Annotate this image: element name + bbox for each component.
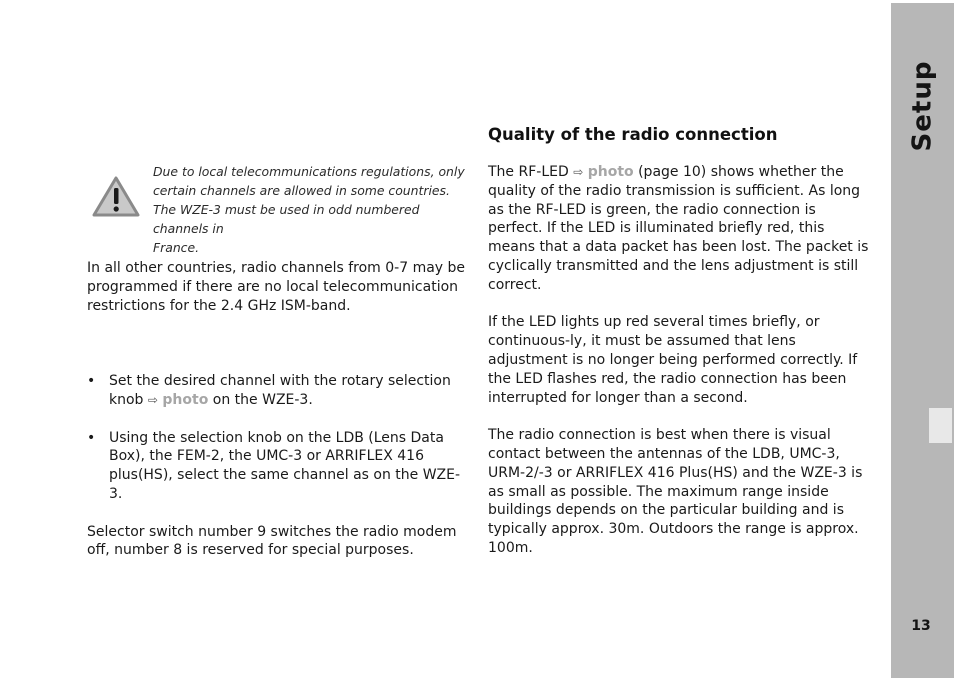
rf-led-text-start: The RF-LED (488, 164, 569, 180)
section-title (897, 60, 947, 152)
bullet-text (109, 372, 472, 410)
selector-switch-paragraph: Selector switch number 9 switches the radio modem off, number 8 is reserved for special purposes. (87, 523, 457, 559)
rf-led-paragraph (488, 163, 874, 295)
arrow-right-icon: ⇨ (147, 392, 158, 407)
bullet-mark: • (87, 373, 96, 390)
section-title-text: Setup (907, 60, 938, 152)
photo-reference: photo (162, 391, 209, 408)
bullet1-text-start: Set the desired channel with the rotary selection knob (109, 373, 451, 408)
section-tab-marker (929, 408, 952, 443)
warning-line: France. (153, 240, 200, 255)
photo-reference: photo (587, 164, 634, 180)
arrow-right-icon: ⇨ (573, 165, 584, 179)
rf-led-text-end: (page 10) shows whether the quality of the radio transmission is sufficient. As long as the RF-LED is green, the radio connection is perfect. If the LED is illuminated briefly red, this means that a data packet has been lost. The packet is cyclically transmitted and the lens adjustment is still correct. (488, 164, 869, 293)
bullet-item (87, 372, 472, 410)
bullet-mark: • (87, 429, 96, 446)
warning-text (153, 162, 471, 257)
bullet-item (87, 429, 472, 504)
bullet-text: Using the selection knob on the LDB (Lens Data Box), the FEM-2, the UMC-3 or ARRIFLEX 416 plus(HS), select the same channel as on the WZE-3. (109, 429, 461, 502)
channel-restrictions-paragraph: In all other countries, radio channels from 0-7 may be programmed if there are no local telecommunication restrictions for the 2.4 GHz ISM-band. (87, 260, 466, 314)
warning-line: certain channels are allowed in some countries. (153, 183, 450, 198)
left-column (87, 259, 472, 560)
right-column (488, 125, 874, 558)
bullet1-text-end: on the WZE-3. (212, 391, 313, 408)
warning-triangle-icon (92, 176, 140, 218)
page-number: 13 (911, 618, 931, 634)
warning-line: The WZE-3 must be used in odd numbered channels in (153, 202, 420, 236)
range-paragraph: The radio connection is best when there is visual contact between the antennas of the LDB, UMC-3, URM-2/-3 or ARRIFLEX 416 Plus(HS) and the WZE-3 is as small as possible. The maximum range inside buildings depends on the particular building and is typically approx. 30m. Outdoors the range is approx. 100m. (488, 427, 863, 556)
warning-line: Due to local telecommunications regulations, only (153, 164, 465, 179)
section-heading: Quality of the radio connection (488, 125, 778, 144)
led-red-paragraph: If the LED lights up red several times briefly, or continuous-ly, it must be assumed that lens adjustment is no longer being performed correctly. If the LED flashes red, the radio connection has been interrupted for longer than a second. (488, 314, 858, 406)
